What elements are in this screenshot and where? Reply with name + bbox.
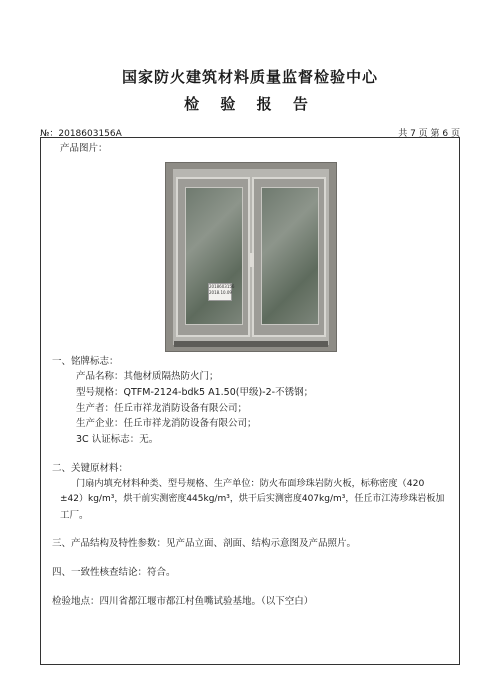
test-location: 检验地点：四川省都江堰市都江村鱼嘴试验基地。（以下空白） [52,596,314,607]
sample-tag-line2: 2018.10.09 [209,290,232,295]
glass-panel-right [261,187,319,325]
materials-line-3: 工厂。 [60,510,89,521]
report-title: 检 验 报 告 [184,95,316,113]
sample-tag [208,283,235,301]
materials-line-1: 门扇内填充材料种类、型号规格、生产单位：防火布面珍珠岩防火板，标称密度（420 [76,478,425,489]
nameplate-heading: 一、铭牌标志： [52,356,119,367]
page-info: 共 7 页 第 6 页 [398,129,460,139]
door-leaf-left [176,177,250,337]
consistency-section: 四、一致性核查结论：符合。 [52,567,176,578]
nameplate-model: 型号规格：QTFM-2124-bdk5 A1.50(甲级)-2-不锈钢； [76,387,314,398]
door-leaf-right [252,177,326,337]
org-title: 国家防火建筑材料质量监督检验中心 [121,68,378,86]
sample-tag-line1: 2018603156 [209,284,235,289]
nameplate-cert: 3C 认证标志：无。 [76,434,159,445]
materials-line-2: ±42）kg/m³，烘干前实测密度445kg/m³，烘干后实测密度407kg/m³，任丘市江涛珍珠岩板加 [60,494,445,504]
door-handle [250,253,254,267]
nameplate-enterprise: 生产企业：任丘市祥龙消防设备有限公司； [76,418,257,429]
nameplate-product-name: 产品名称：其他材质隔热防火门； [76,371,219,382]
nameplate-producer: 生产者：任丘市祥龙消防设备有限公司； [76,403,248,414]
product-photo [165,162,337,352]
report-number: №：2018603156A [40,129,122,139]
glass-panel-left [185,187,243,325]
structure-section: 三、产品结构及特性参数：见产品立面、剖面、结构示意图及产品照片。 [52,538,357,549]
door-sill [174,341,328,347]
materials-heading: 二、关键原材料： [52,463,129,474]
photo-label: 产品图片： [60,143,108,154]
